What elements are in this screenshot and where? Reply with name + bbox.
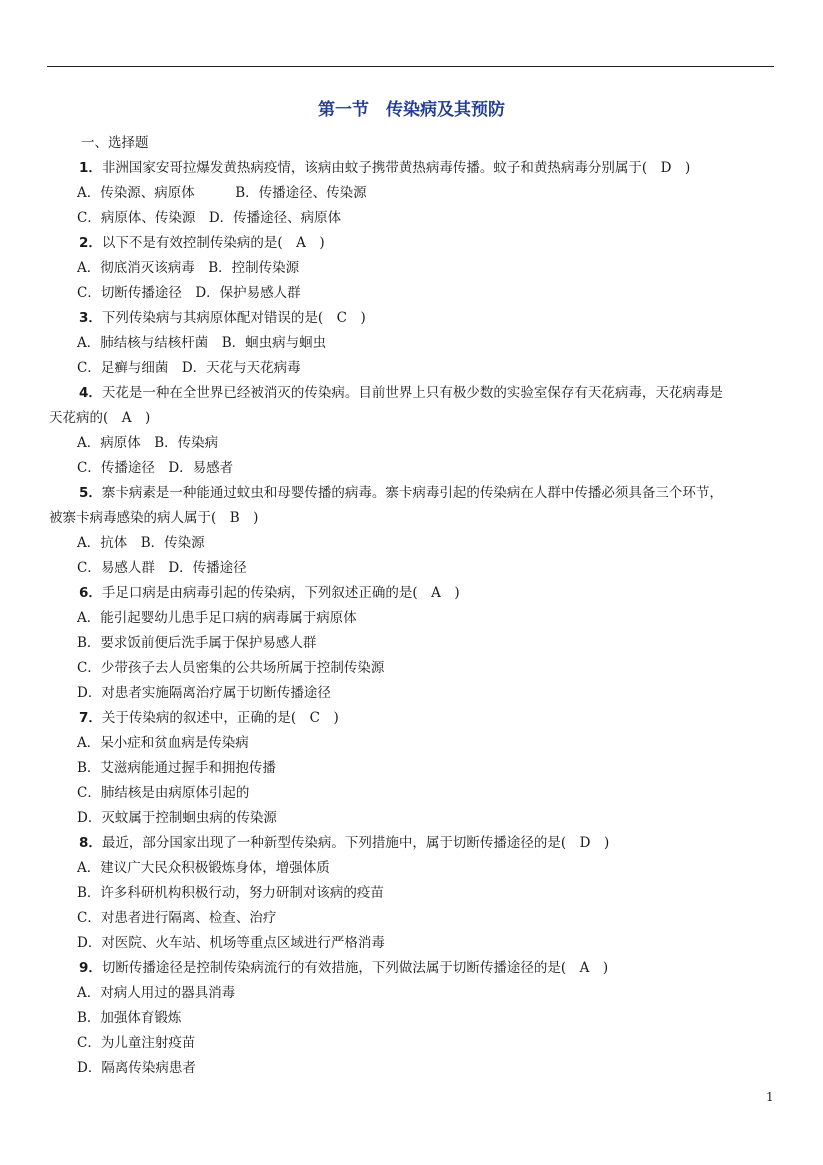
question-text-continued: 天花病的( A )	[49, 410, 151, 426]
header-rule	[47, 66, 774, 67]
question-stem	[79, 156, 775, 181]
answer-option: A．肺结核与结核杆菌 B．蛔虫病与蛔虫	[77, 335, 327, 351]
answer-option: B．加强体育锻炼	[77, 1010, 182, 1026]
answer-option: D．对患者实施隔离治疗属于切断传播途径	[77, 685, 331, 701]
question-text-continued: 被寨卡病毒感染的病人属于( B )	[49, 510, 259, 526]
question-number: 2．	[79, 235, 102, 251]
answer-option: D．灭蚊属于控制蛔虫病的传染源	[77, 810, 277, 826]
question-number: 7．	[79, 710, 102, 726]
questions-container	[49, 156, 775, 1081]
answer-option: D．对医院、火车站、机场等重点区域进行严格消毒	[77, 935, 385, 951]
question-stem	[79, 481, 775, 506]
answer-option: B．艾滋病能通过握手和拥抱传播	[77, 760, 276, 776]
answer-option: A．呆小症和贫血病是传染病	[77, 735, 249, 751]
question-list	[49, 131, 775, 1081]
question-stem	[79, 581, 775, 606]
question-text: 关于传染病的叙述中，正确的是( C )	[101, 710, 339, 726]
answer-option: A．能引起婴幼儿患手足口病的病毒属于病原体	[77, 610, 357, 626]
question-text: 寨卡病素是一种能通过蚊虫和母婴传播的病毒。寨卡病毒引起的传染病在人群中传播必须具备三个环节，	[101, 485, 723, 501]
question-text: 切断传播途径是控制传染病流行的有效措施，下列做法属于切断传播途径的是( A )	[101, 960, 609, 976]
question-text: 手足口病是由病毒引起的传染病，下列叙述正确的是( A )	[101, 585, 460, 601]
answer-option: C．少带孩子去人员密集的公共场所属于控制传染源	[77, 660, 385, 676]
answer-option: A．病原体 B．传染病	[77, 435, 219, 451]
answer-option: C．易感人群 D．传播途径	[77, 560, 247, 576]
answer-option: A．抗体 B．传染源	[77, 535, 205, 551]
answer-option: C．对患者进行隔离、检查、治疗	[77, 910, 277, 926]
question-number: 9．	[79, 960, 102, 976]
question-text: 非洲国家安哥拉爆发黄热病疫情，该病由蚊子携带黄热病毒传播。蚊子和黄热病毒分别属于( D )	[101, 160, 691, 176]
answer-option: A．建议广大民众积极锻炼身体，增强体质	[77, 860, 330, 876]
answer-option: C．足癣与细菌 D．天花与天花病毒	[77, 360, 301, 376]
question-text: 天花是一种在全世界已经被消灭的传染病。目前世界上只有极少数的实验室保存有天花病毒，天花病毒是	[101, 385, 723, 401]
answer-option: C．病原体、传染源 D．传播途径、病原体	[77, 210, 342, 226]
page-title: 第一节 传染病及其预防	[318, 100, 505, 120]
answer-option: A．彻底消灭该病毒 B．控制传染源	[77, 260, 300, 276]
answer-option: C．为儿童注射疫苗	[77, 1035, 196, 1051]
question-number: 4．	[79, 385, 102, 401]
section-heading: 一、选择题	[81, 135, 149, 151]
question-number: 1．	[79, 160, 102, 176]
answer-option: D．隔离传染病患者	[77, 1060, 196, 1076]
answer-option: A．传染源、病原体 B．传播途径、传染源	[77, 185, 367, 201]
answer-option: A．对病人用过的器具消毒	[77, 985, 236, 1001]
answer-option: C．肺结核是由病原体引起的	[77, 785, 250, 801]
page-number: 1	[766, 1090, 774, 1104]
question-text: 下列传染病与其病原体配对错误的是( C )	[101, 310, 366, 326]
answer-option: C．切断传播途径 D．保护易感人群	[77, 285, 301, 301]
question-stem	[79, 231, 775, 256]
question-stem	[79, 706, 775, 731]
question-stem	[79, 381, 775, 406]
answer-option: C．传播途径 D．易感者	[77, 460, 234, 476]
answer-option: B．许多科研机构积极行动，努力研制对该病的疫苗	[77, 885, 384, 901]
question-text: 以下不是有效控制传染病的是( A )	[101, 235, 325, 251]
question-stem	[79, 306, 775, 331]
answer-option: B．要求饭前便后洗手属于保护易感人群	[77, 635, 317, 651]
question-stem	[79, 831, 775, 856]
question-number: 3．	[79, 310, 102, 326]
question-number: 5．	[79, 485, 102, 501]
question-number: 8．	[79, 835, 102, 851]
question-number: 6．	[79, 585, 102, 601]
question-text: 最近，部分国家出现了一种新型传染病。下列措施中，属于切断传播途径的是( D )	[101, 835, 610, 851]
question-stem	[79, 956, 775, 981]
